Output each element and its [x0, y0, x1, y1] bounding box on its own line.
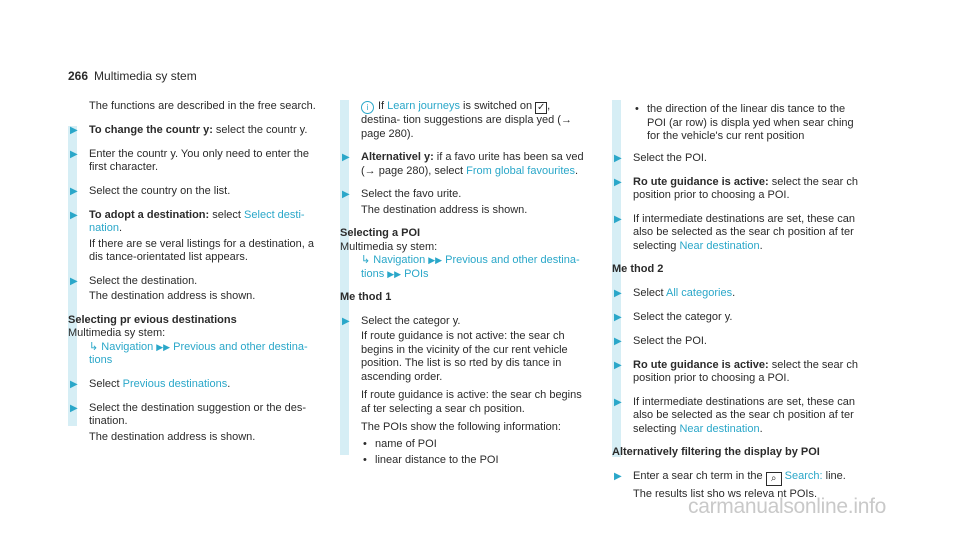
bullet-icon: • — [363, 454, 367, 466]
double-chevron-icon: ▶▶ — [156, 341, 171, 352]
page-header — [68, 70, 197, 84]
heading-alternative-filter: Alternatively filtering the display by POI — [612, 446, 820, 458]
bullet-icon: • — [363, 437, 367, 450]
column-1 — [68, 100, 318, 454]
step-arrow-icon: ▶ — [614, 470, 622, 482]
nav-path: ↳ Navigation ▶▶ Previous and other destina- tions ▶▶ POIs — [361, 254, 580, 280]
step-arrow-icon: ▶ — [614, 335, 622, 347]
step-adopt-destination: ▶ To adopt a destination: select Select desti- nation. If there are se veral listings for a destination, a dis tance-orientated list appears. — [70, 208, 315, 263]
double-chevron-icon: ▶▶ — [387, 268, 402, 279]
page-number: 266 — [68, 69, 89, 83]
column-3 — [612, 100, 862, 511]
step-all-categories: ▶ Select All categories. — [614, 286, 736, 299]
heading-method-1: Me thod 1 — [340, 291, 392, 303]
step-select-destination: ▶ Select the destination. The destination address is shown. — [70, 274, 256, 302]
step-arrow-icon: ▶ — [614, 176, 622, 188]
step-arrow-icon: ▶ — [70, 185, 78, 197]
step-arrow-icon: ▶ — [70, 378, 78, 390]
step-arrow-icon: ▶ — [70, 124, 78, 136]
step-arrow-icon: ▶ — [614, 311, 622, 323]
info-note: i If Learn journeys is switched on ✓ , destina- tion suggestions are displa yed (→ page 280). — [361, 100, 572, 140]
list-item: • the direction of the linear dis tance to the POI (ar row) is displa yed when sear ching for the vehicle's cur rent position — [635, 103, 854, 142]
search-icon: ⌕ — [766, 472, 782, 486]
step-arrow-icon: ▶ — [70, 209, 78, 221]
select-destination-link[interactable]: Select desti- nation — [89, 208, 305, 234]
step-arrow-icon: ▶ — [342, 152, 350, 163]
step-arrow-icon: ▶ — [70, 275, 78, 287]
section-selecting-poi: Selecting a POI Multimedia sy stem: ↳ Navigation ▶▶ Previous and other destina- tions ▶▶ POIs — [340, 227, 590, 281]
list-item: • name of POI — [363, 437, 437, 450]
heading-method-2: Me thod 2 — [612, 263, 664, 275]
step-select-category: ▶ Select the categor y. — [614, 310, 733, 323]
column-2 — [340, 100, 590, 478]
double-chevron-icon: ▶▶ — [428, 255, 443, 265]
step-select-poi: ▶ Select the POI. — [614, 151, 707, 164]
step-arrow-icon: ▶ — [614, 152, 622, 164]
step-route-guidance: ▶ Ro ute guidance is active: select the sear ch position prior to choosing a POI. — [614, 175, 858, 201]
step-select-suggestion: ▶ Select the destination suggestion or the des- tination. The destination address is shown. — [70, 401, 307, 443]
step-arrow-icon: ▶ — [614, 287, 622, 299]
nav-arrow-icon: ↳ — [89, 340, 102, 353]
step-select-country: ▶ Select the country on the list. — [70, 184, 231, 197]
heading-poi: Selecting a POI — [340, 227, 421, 239]
step-change-country: ▶ To change the countr y: select the countr y. — [70, 123, 308, 136]
nav-arrow-icon: ↳ — [361, 254, 374, 266]
step-arrow-icon: ▶ — [614, 213, 622, 225]
nav-path: ↳ Navigation ▶▶ Previous and other destina- tions — [89, 340, 308, 366]
step-intermediate: ▶ If intermediate destinations are set, these can also be selected as the sear ch position af ter selecting Near destination. — [614, 212, 855, 252]
step-arrow-icon: ▶ — [70, 402, 78, 414]
list-item: • linear distance to the POI — [363, 454, 499, 466]
step-select-category: ▶ Select the categor y. If route guidance is not active: the sear ch begins in the vicinity of the cur rent vehicle position. The list is so rted by dis tance in ascending order. If route guidance is active: the sear ch begins af ter selecting a sear ch position. The POIs show the following information: • name of POI • linear distance to the POI — [340, 315, 590, 468]
step-alternatively: ▶ Alternativel y: if a favo urite has been sa ved (→ page 280), select From global favourites. — [342, 151, 584, 177]
step-arrow-icon: ▶ — [70, 148, 78, 160]
step-intermediate: ▶ If intermediate destinations are set, these can also be selected as the sear ch position af ter selecting Near destination. — [614, 395, 855, 435]
section-previous-destinations: Selecting pr evious destinations Multimedia sy stem: ↳ Navigation ▶▶ Previous and other destina- tions — [68, 314, 318, 368]
step-enter-country: ▶ Enter the countr y. You only need to enter the first character. — [70, 147, 309, 173]
step-arrow-icon: ▶ — [342, 189, 350, 200]
watermark: carmanualsonline.info — [688, 495, 886, 518]
heading-previous: Selecting pr evious destinations — [68, 313, 237, 326]
step-search-term: ▶ Enter a sear ch term in the ⌕ Search: line. The results list sho ws releva nt POIs. — [614, 469, 846, 500]
step-select-favourite: ▶ Select the favo urite. The destination address is shown. — [342, 188, 528, 216]
info-icon: i — [361, 101, 374, 114]
section-title: Multimedia sy stem — [94, 69, 197, 83]
step-arrow-icon: ▶ — [614, 396, 622, 408]
intro-text: The functions are described in the free search. — [89, 100, 316, 112]
step-select-previous: ▶ Select Previous destinations. — [70, 377, 231, 390]
checkbox-icon: ✓ — [536, 102, 546, 113]
step-select-poi: ▶ Select the POI. — [614, 334, 707, 347]
step-route-guidance: ▶ Ro ute guidance is active: select the sear ch position prior to choosing a POI. — [614, 358, 858, 384]
step-arrow-icon: ▶ — [342, 315, 350, 327]
bullet-icon: • — [635, 103, 639, 115]
step-arrow-icon: ▶ — [614, 359, 622, 371]
